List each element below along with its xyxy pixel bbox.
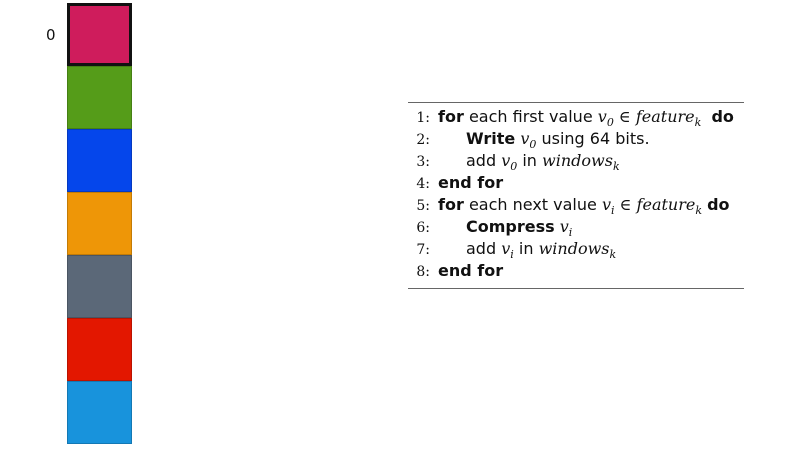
value-cell-0 xyxy=(67,3,132,66)
value-cell-4 xyxy=(67,255,132,318)
line-text: in xyxy=(518,239,534,258)
set-name: windows$_k$ xyxy=(538,239,617,262)
line-text: add xyxy=(466,239,497,258)
algorithm-line-5 xyxy=(408,195,744,217)
variable: $v_i$ xyxy=(559,217,573,240)
line-text: in xyxy=(522,151,537,170)
value-cell-2 xyxy=(67,129,132,192)
set-name: windows$_k$ xyxy=(542,151,620,174)
algorithm-line-6 xyxy=(408,217,744,239)
variable: $v_i$ xyxy=(601,195,615,218)
line-number: 8: xyxy=(416,264,430,280)
value-cell-5 xyxy=(67,318,132,381)
line-number: 1: xyxy=(416,110,430,126)
element-of-symbol: ∈ xyxy=(619,195,632,214)
keyword: Compress xyxy=(466,217,555,236)
line-text: using 64 bits. xyxy=(541,129,650,148)
feature-value-column xyxy=(67,3,132,444)
variable: $v_0$ xyxy=(520,129,537,152)
algorithm-line-7 xyxy=(408,239,744,261)
line-number: 6: xyxy=(416,220,430,236)
value-cell-1 xyxy=(67,66,132,129)
set-name: feature$_k$ xyxy=(635,107,702,130)
element-of-symbol: ∈ xyxy=(618,107,631,126)
set-name: feature$_k$ xyxy=(636,195,702,218)
variable: $v_0$ xyxy=(501,151,518,174)
line-number: 4: xyxy=(416,176,430,192)
keyword: end for xyxy=(438,173,504,192)
value-cell-3 xyxy=(67,192,132,255)
algorithm-line-8 xyxy=(408,261,744,283)
algorithm-line-4 xyxy=(408,173,744,195)
line-number: 5: xyxy=(416,198,430,214)
algorithm-line-2 xyxy=(408,129,744,151)
keyword: do xyxy=(707,195,730,214)
algorithm-line-1 xyxy=(408,107,744,129)
variable: $v_0$ xyxy=(597,107,614,130)
keyword: for xyxy=(438,195,464,214)
line-text: add xyxy=(466,151,497,170)
algorithm-block xyxy=(408,102,744,289)
line-text: each next value xyxy=(468,195,597,214)
line-number: 3: xyxy=(416,154,430,170)
variable: $v_i$ xyxy=(501,239,514,262)
keyword: for xyxy=(438,107,464,126)
line-text: each first value xyxy=(468,107,593,126)
keyword: end for xyxy=(438,261,504,280)
cell-index-label: 0 xyxy=(46,26,56,44)
keyword: do xyxy=(711,107,734,126)
value-cell-6 xyxy=(67,381,132,444)
keyword: Write xyxy=(466,129,516,148)
line-number: 7: xyxy=(416,242,430,258)
line-number: 2: xyxy=(416,132,430,148)
algorithm-line-3 xyxy=(408,151,744,173)
